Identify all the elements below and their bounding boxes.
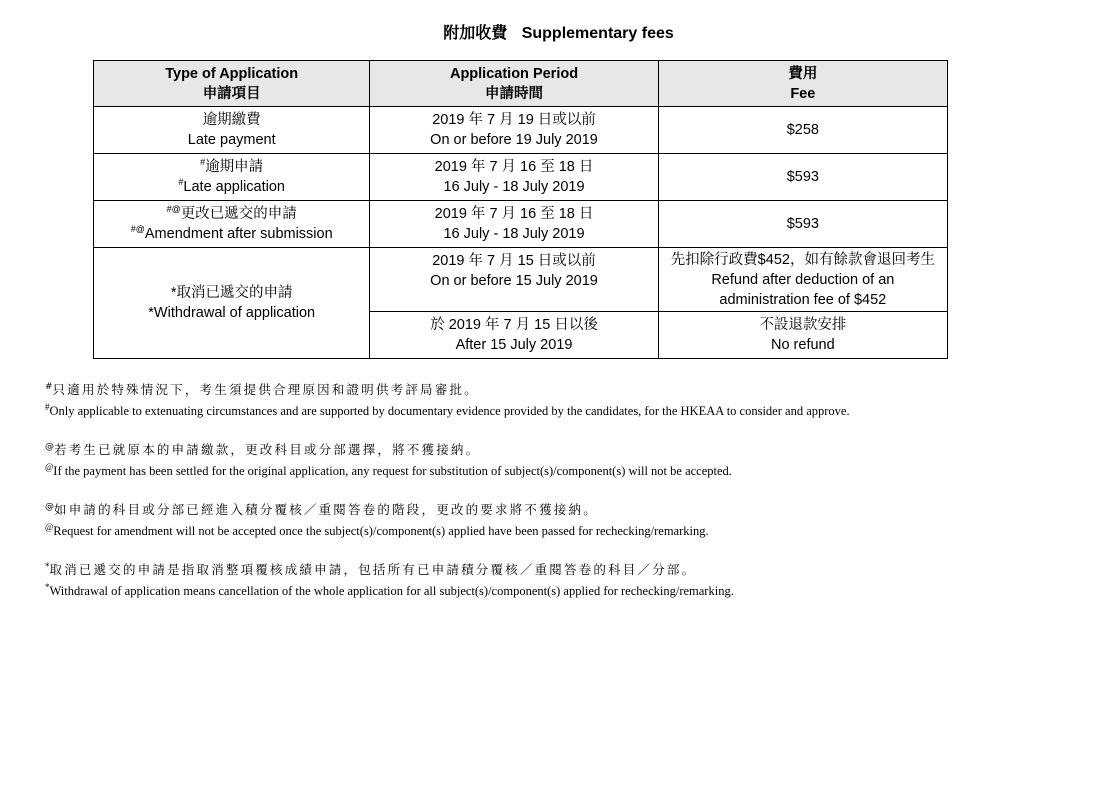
cell-period: 2019 年 7 月 19 日或以前 On or before 19 July 2019 (370, 107, 658, 154)
footnote-mark: # (200, 157, 206, 167)
table-row-amendment (94, 201, 948, 248)
page-title (0, 20, 1117, 43)
footnote-star: *取消已遞交的申請是指取消整項覆核成績申請，包括所有已申請積分覆核／重閱答卷的科目／分部。 *Withdrawal of application means cancellation of the whole application for all subject(s)/component(s) applied for rechecking/remarking. (45, 562, 734, 598)
supplementary-fees-table (93, 60, 948, 359)
cell-type-withdrawal: *取消已遞交的申請 *Withdrawal of application (94, 248, 370, 359)
footnotes (45, 378, 1095, 618)
cell-type: #@更改已遞交的申請 #@Amendment after submission (94, 201, 370, 248)
footnote-at-payment: @若考生已就原本的申請繳款，更改科目或分部選擇，將不獲接納。 @If the payment has been settled for the original application, any request for substitution of subject(s)/component(s) will not be accepted. (45, 442, 732, 478)
cell-period: 於 2019 年 7 月 15 日以後 After 15 July 2019 (370, 312, 658, 359)
header-fee: 費用 Fee (658, 61, 947, 107)
table-row-late-application (94, 154, 948, 201)
table-row-withdrawal-before (94, 248, 948, 312)
footnote-mark: # (178, 177, 184, 187)
cell-period: 2019 年 7 月 16 至 18 日 16 July - 18 July 2019 (370, 201, 658, 248)
cell-period: 2019 年 7 月 15 日或以前 On or before 15 July 2019 (370, 248, 658, 312)
cell-fee: 不設退款安排 No refund (658, 312, 947, 359)
cell-type: #逾期申請 #Late application (94, 154, 370, 201)
table-header-row (94, 61, 948, 107)
footnote-mark: #@ (166, 204, 181, 214)
header-period: Application Period 申請時間 (370, 61, 658, 107)
table-row-late-payment (94, 107, 948, 154)
title-en: Supplementary fees (521, 25, 674, 42)
title-zh: 附加收費 (443, 25, 508, 42)
cell-fee: $593 (658, 201, 947, 248)
cell-fee: $258 (658, 107, 947, 154)
header-type: Type of Application 申請項目 (94, 61, 370, 107)
cell-type: 逾期繳費 Late payment (94, 107, 370, 154)
footnote-mark: #@ (130, 224, 145, 234)
cell-fee: $593 (658, 154, 947, 201)
cell-fee: 先扣除行政費$452，如有餘款會退回考生 Refund after deduction of an administration fee of $452 (658, 248, 947, 312)
footnote-at-amendment: @如申請的科目或分部已經進入積分覆核／重閱答卷的階段，更改的要求將不獲接納。 @Request for amendment will not be accepted once the subject(s)/component(s) applied have been passed for rechecking/remarking. (45, 502, 709, 538)
footnote-hash: #只適用於特殊情況下，考生須提供合理原因和證明供考評局審批。 #Only applicable to extenuating circumstances and are supported by documentary evidence provided by the candidates, for the HKEAA to consider and approve. (45, 382, 850, 418)
cell-period: 2019 年 7 月 16 至 18 日 16 July - 18 July 2019 (370, 154, 658, 201)
